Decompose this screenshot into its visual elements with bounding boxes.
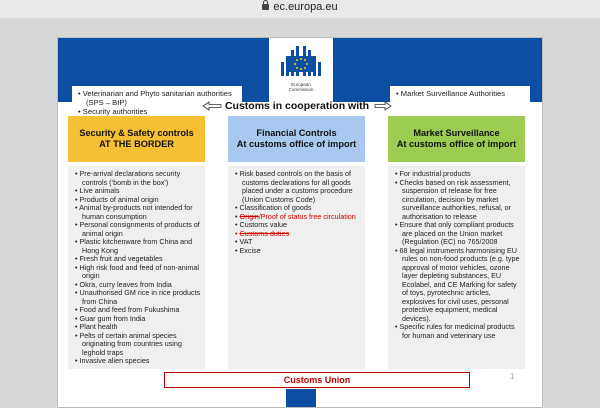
page-number: 1 [510,372,515,381]
left-partner-item: • Security authorities [78,107,148,116]
list-item: • Customs duties [235,228,290,238]
arrow-left-icon [202,101,222,111]
security-safety-list [68,166,205,369]
eu-flag-icon [289,56,313,72]
right-partner-list [390,86,530,118]
market-surveillance-heading: Market Surveillance At customs office of import [388,116,525,162]
list-item: • Animal by-products not intended for human consumption [75,203,193,221]
market-surveillance-column [388,116,525,369]
list-item: • Invasive alien species [75,356,150,365]
list-item: • Risk based controls on the basis of customs declarations for all goods placed under a customs procedure (Union Customs Code) [235,169,353,204]
european-commission-logo [269,38,333,102]
list-item: • For industrial products [395,169,471,178]
list-item: • Specific rules for medicinal products for human and veterinary use [395,322,515,340]
list-item: • Products of animal origin [75,194,159,204]
customs-union-box: Customs Union [164,372,470,388]
right-partner-item: • Market Surveillance Authorities [396,89,506,98]
list-item: • High risk food and feed of non-animal origin [75,262,199,280]
list-item: • Okra, curry leaves from India [75,279,172,289]
list-item: • Unauthorised GM rice in rice products from China [75,288,201,306]
arrow-right-icon [374,101,392,111]
list-item: • Ensure that only compliant products are placed on the Union market (Regulation (EC) no 765/2008 [395,220,514,246]
list-item: • Excise [235,245,261,255]
list-item: • Checks based on risk assessment, suspension of release for free circulation, decision by market surveillance authorities, refusal, or authorisation to release [395,177,512,221]
security-safety-column [68,116,205,369]
left-partner-item: • Veterinarian and Phyto sanitarian authorities (SPS – BIP) [78,89,232,107]
list-item: • Plastic kitchenware from China and Hong Kong [75,237,193,255]
market-surveillance-list [388,166,525,369]
list-item: • 68 legal instruments harmonising EU rules on non-food products (e.g. type approval of motor vehicles, ozone layer depleting substances, EU Ecolabel, and CE Marking for safety of toys, pyrotechnic articles, explosives for civil uses, personal protective equipment, medical devices). [395,245,520,323]
cooperation-title: Customs in cooperation with [224,100,370,112]
financial-controls-list [228,166,365,369]
list-item: • Fresh fruit and vegetables [75,254,163,263]
list-item: • Food and feed from Fukushima [75,305,180,314]
list-item: • Customs value [235,220,288,229]
list-item: • Personal consignments of products of animal origin [75,220,200,238]
financial-controls-column [228,116,365,369]
list-item: • Pre-arrival declarations security controls (‘bomb in the box’) [75,169,181,187]
slide [57,37,543,408]
list-item: • Pelts of certain animal species originating from countries using leghold traps [75,330,182,357]
security-safety-heading: Security & Safety controls AT THE BORDER [68,116,205,162]
list-item: • Origin/Proof of status free circulation [235,211,356,221]
browser-url-bar[interactable] [0,0,600,18]
financial-controls-heading: Financial Controls At customs office of import [228,116,365,162]
bottom-bar [286,389,316,408]
list-item: • Plant health [75,322,118,331]
lock-icon [262,4,269,10]
list-item: • Classification of goods [235,203,312,212]
list-item: • Live animals [75,186,120,195]
logo-text: European Commission [288,82,314,92]
list-item: • Guar gum from India [75,313,146,323]
list-item: • VAT [235,237,253,246]
url-text: ec.europa.eu [273,1,338,13]
